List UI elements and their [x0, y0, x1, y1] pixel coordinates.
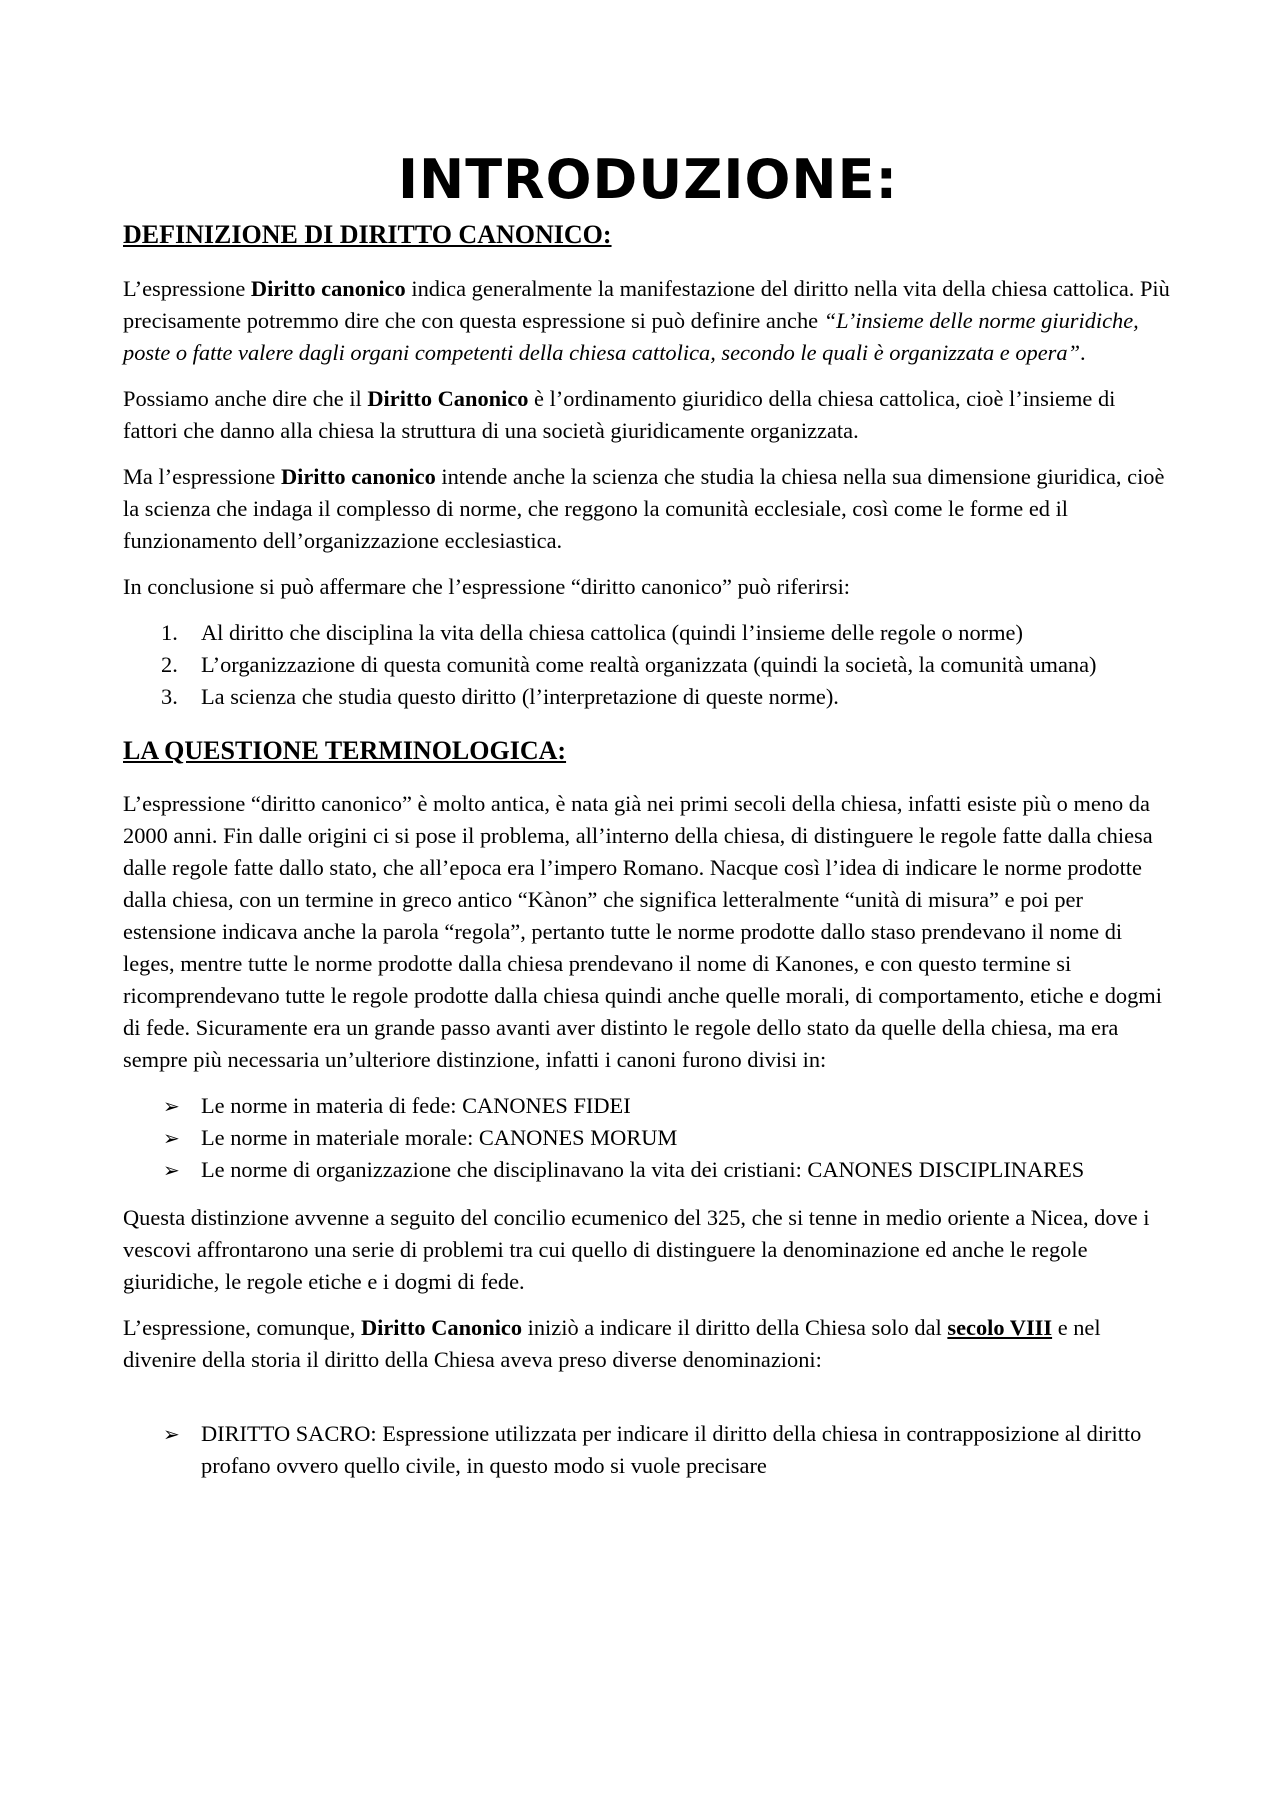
bold-term: Diritto Canonico [367, 385, 529, 411]
paragraph-questione-3 [123, 1312, 1173, 1376]
arrow-bullet-icon: ➢ [163, 1421, 180, 1446]
paragraph-definizione-3 [123, 461, 1173, 557]
paragraph-questione-1: L’espressione “diritto canonico” è molto antica, è nata già nei primi secoli della chiesa, infatti esiste più o meno da 2000 anni. Fin dalle origini ci si pose il problema, all’interno della chiesa, di distinguere le regole fatte dalla chiesa dalle regole fatte dallo stato, che all’epoca era l’impero Romano. Nacque così l’idea di indicare le norme prodotte dalla chiesa, con un termine in greco antico “Kànon” che significa letteralmente “unità di misura” e poi per estensione indicava anche la parola “regola”, pertanto tutte le norme prodotte dallo staso prendevano il nome di leges, mentre tutte le norme prodotte dalla chiesa prendevano il nome di Kanones, e con questo termine si ricomprendevano tutte le regole prodotte dalla chiesa quindi anche quelle morali, di comportamento, etiche e dogmi di fede. Sicuramente era un grande passo avanti aver distinto le regole dello stato da quelle della chiesa, ma era sempre più necessaria un’ulteriore distinzione, infatti i canoni furono divisi in: [123, 790, 1162, 1072]
blank-line [123, 1390, 1173, 1418]
bold-term: Diritto canonico [250, 275, 406, 301]
text-run: . [1080, 339, 1086, 365]
text-run: è l’ordinamento giuridico della chiesa cattolica, cioè l’insieme di fattori che danno alla chiesa la struttura di una società giuridicamente organizzata. [123, 385, 1116, 443]
text-run: Possiamo anche dire che il [123, 385, 368, 411]
numbered-list [123, 617, 1173, 713]
list-item [123, 1122, 1173, 1154]
paragraph-questione-2: Questa distinzione avvenne a seguito del concilio ecumenico del 325, che si tenne in medio oriente a Nicea, dove i vescovi affrontarono una serie di problemi tra cui quello di distinguere la denominazione ed anche le regole giuridiche, le regole etiche e i dogmi di fede. [123, 1204, 1150, 1294]
list-item [123, 649, 1173, 681]
page-title: INTRODUZIONE: [397, 148, 899, 211]
list-item-text: Al diritto che disciplina la vita della chiesa cattolica (quindi l’insieme delle regole o norme) [201, 619, 1023, 645]
list-item-text: Le norme in materia di fede: CANONES FIDEI [201, 1092, 631, 1118]
list-item-text: DIRITTO SACRO: Espressione utilizzata per indicare il diritto della chiesa in contrapposizione al diritto profano ovvero quello civile, in questo modo si vuole precisare [201, 1420, 1142, 1478]
list-item-text: Le norme di organizzazione che disciplinavano la vita dei cristiani: CANONES DISCIPLINARES [201, 1156, 1085, 1182]
list-number: 1. [161, 619, 178, 645]
arrow-bullet-icon: ➢ [163, 1157, 180, 1182]
arrow-bullet-icon: ➢ [163, 1093, 180, 1118]
list-item-text: Le norme in materiale morale: CANONES MORUM [201, 1124, 678, 1150]
section-heading-definizione: DEFINIZIONE DI DIRITTO CANONICO: [123, 220, 612, 250]
bold-underlined-term: secolo VIII [947, 1314, 1053, 1340]
canones-list [123, 1090, 1173, 1186]
list-number: 2. [161, 651, 178, 677]
list-item [123, 1090, 1173, 1122]
bold-term: Diritto canonico [280, 463, 436, 489]
arrow-bullet-icon: ➢ [163, 1125, 180, 1150]
text-run: e nel divenire della storia il diritto della Chiesa aveva preso diverse denominazioni: [123, 1314, 1101, 1372]
section-heading-questione: LA QUESTIONE TERMINOLOGICA: [123, 735, 567, 765]
list-item [123, 681, 1173, 713]
text-run: L’espressione, comunque, [123, 1314, 361, 1340]
bold-term: Diritto Canonico [360, 1314, 523, 1340]
list-item-text: La scienza che studia questo diritto (l’interpretazione di queste norme). [201, 683, 839, 709]
text-run: L’espressione [123, 275, 251, 301]
list-number: 3. [161, 683, 178, 709]
list-item-text: L’organizzazione di questa comunità come realtà organizzata (quindi la società, la comunità umana) [201, 651, 1097, 677]
list-item [123, 617, 1173, 649]
paragraph-definizione-2 [123, 383, 1173, 447]
list-item [123, 1418, 1173, 1482]
italic-quote: “L’insieme delle norme giuridiche, poste o fatte valere dagli organi competenti della chiesa cattolica, secondo le quali è organizzata e opera” [123, 307, 1139, 365]
denominazioni-list [123, 1418, 1173, 1482]
text-run: indica generalmente la manifestazione del diritto nella vita della chiesa cattolica. Più precisamente potremmo dire che con questa espressione si può definire anche [123, 275, 1170, 333]
paragraph-conclusione: In conclusione si può affermare che l’espressione “diritto canonico” può riferirsi: [123, 573, 851, 599]
text-run: iniziò a indicare il diritto della Chiesa solo dal [522, 1314, 948, 1340]
paragraph-definizione-1 [123, 273, 1173, 369]
text-run: intende anche la scienza che studia la chiesa nella sua dimensione giuridica, cioè la scienza che indaga il complesso di norme, che reggono la comunità ecclesiale, così come le forme ed il funzionamento dell’organizzazione ecclesiastica. [123, 463, 1165, 553]
list-item [123, 1154, 1173, 1186]
document-page [123, 150, 1173, 1498]
text-run: Ma l’espressione [123, 463, 281, 489]
